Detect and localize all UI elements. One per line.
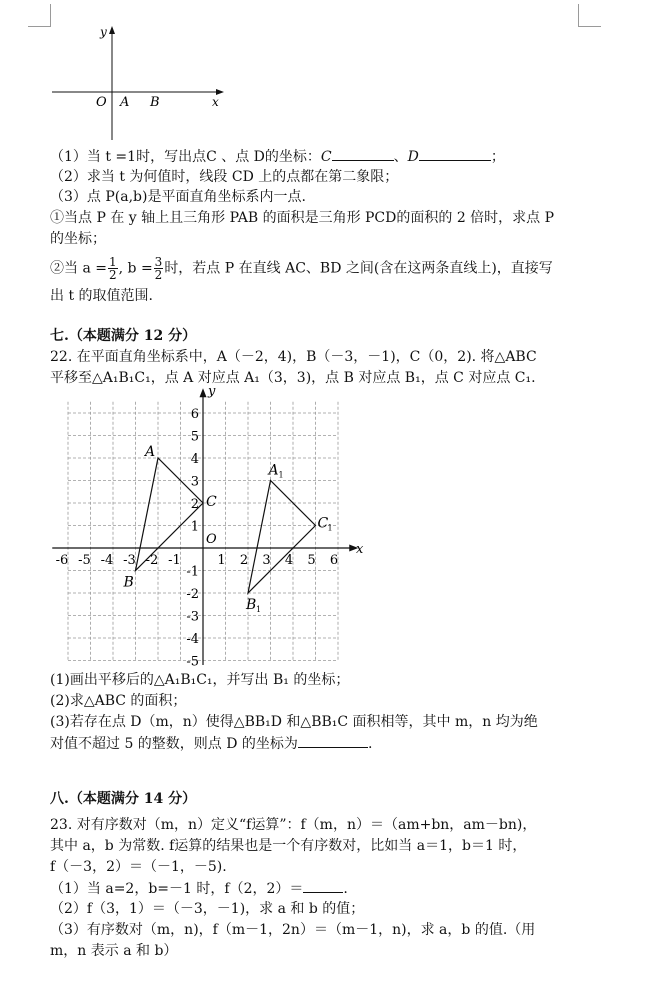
section7-heading: 七.（本题满分 12 分） (50, 328, 197, 344)
q23-line4-text: （1）当 a=2，b=－1 时，f（2，2）＝ (50, 881, 304, 897)
section8-heading: 八.（本题满分 14 分） (50, 791, 197, 807)
q22-sub2: (2)求△ABC 的面积； (50, 693, 187, 709)
q22-sub3b-text: 对值不超过 5 的整数，则点 D 的坐标为 (50, 736, 298, 752)
q23-line1: 23. 对有序数对（m，n）定义“f运算”：f（m，n）＝（am+bn，am－bn)， (50, 817, 537, 833)
q21-line1 (50, 146, 505, 167)
frac2-num: 3 (154, 255, 163, 269)
x-tick-label: -6 (55, 553, 69, 568)
q22-line1: 22. 在平面直角坐标系中，A（－2，4)，B（－3，－1)，C（0，2). 将△ABC (50, 349, 537, 365)
x-tick-label: 1 (217, 553, 226, 568)
y-tick-label: 2 (190, 497, 199, 512)
x-tick-label: -4 (100, 553, 114, 568)
q21-end: ； (490, 149, 505, 165)
frac1-num: 1 (108, 255, 117, 269)
q22-sub1: (1)画出平移后的△A₁B₁C₁，并写出 B₁ 的坐标； (50, 672, 350, 688)
label-b: B (123, 574, 134, 591)
q22-d-blank[interactable] (298, 733, 368, 748)
q22-sub3b (50, 733, 372, 754)
label-a1-sub: 1 (278, 470, 284, 480)
label-b1-sub: 1 (256, 605, 262, 614)
corner-mark-right (578, 4, 601, 27)
q21-l6-pre: ②当 a = (50, 260, 107, 277)
top-x-label: x (212, 95, 219, 109)
q21-line2: （2）求当 t 为何值时，线段 CD 上的点都在第二象限； (50, 169, 399, 185)
y-tick-label: -2 (186, 587, 199, 602)
x-tick-label: 4 (284, 553, 294, 568)
q23-line5: （2）f（3，1）＝（－3，－1)，求 a 和 b 的值； (50, 901, 365, 917)
y-tick-label: 4 (190, 452, 199, 467)
top-axis-figure (48, 22, 228, 142)
q21-line7: 出 t 的取值范围. (50, 288, 153, 304)
q22-sub3a: (3)若存在点 D（m，n）使得△BB₁D 和△BB₁C 面积相等，其中 m，n 均为绝 (50, 714, 538, 730)
q23-line4 (50, 878, 348, 899)
x-tick-label: -5 (78, 553, 91, 568)
x-tick-label: 3 (262, 553, 271, 568)
x-tick-label: -1 (168, 553, 181, 568)
x-tick-label: -2 (145, 553, 159, 568)
y-tick-label: 6 (190, 407, 199, 422)
origin-label: O (206, 532, 217, 547)
y-tick-label: 3 (190, 474, 199, 490)
label-c: C (206, 494, 217, 510)
fraction-three-halves (154, 256, 164, 281)
triangle-a1b1c1 (248, 481, 316, 594)
y-axis-label: y (208, 386, 216, 399)
frac1-den: 2 (108, 268, 117, 282)
q21-line1-text: （1）当 t =1时，写出点C 、点 D的坐标： (50, 149, 321, 165)
y-axis-arrow (200, 388, 207, 397)
q23-line7: m，n 表示 a 和 b） (50, 943, 178, 959)
label-c1: C (317, 515, 329, 532)
q23-line3: f（－3，2）＝（－1，－5). (50, 859, 227, 875)
label-a: A (145, 444, 156, 460)
q22-line2: 平移至△A₁B₁C₁，点 A 对应点 A₁（3，3)，点 B 对应点 B₁，点 C 对应点 C₁. (50, 370, 536, 386)
x-tick-label: -3 (123, 553, 136, 568)
label-c1-sub: 1 (327, 523, 333, 533)
label-b1: B (246, 597, 257, 613)
q23-line2: 其中 a，b 为常数. f运算的结果也是一个有序数对，比如当 a＝1，b＝1 时， (50, 838, 527, 854)
top-origin-label: O (96, 95, 107, 110)
q21-sep: 、 (393, 149, 408, 165)
y-tick-label: 5 (190, 429, 199, 445)
x-tick-label: 6 (329, 553, 339, 568)
top-y-arrow (109, 26, 115, 34)
q21-line6 (50, 256, 553, 281)
q21-l6-post: 时，若点 P 在直线 AC、BD 之间(含在这两条直线上)，直接写 (164, 260, 553, 277)
q21-d-blank[interactable] (419, 146, 491, 161)
y-tick-label: -1 (186, 564, 199, 580)
y-tick-label: -5 (186, 654, 199, 670)
q21-c-blank[interactable] (332, 146, 394, 161)
fraction-one-half (108, 256, 118, 281)
y-tick-label: -3 (186, 609, 199, 625)
q21-line5: 的坐标； (50, 231, 106, 247)
top-point-a-label: A (120, 95, 130, 110)
q23-line6: （3）有序数对（m，n)，f（m－1，2n）＝（m－1，n)，求 a，b 的值.（用 (50, 922, 536, 938)
label-a1: A (268, 462, 279, 479)
q21-line3: （3）点 P(a,b)是平面直角坐标系内一点. (50, 189, 306, 205)
x-tick-label: 2 (239, 553, 249, 568)
q21-d-label: D (407, 149, 419, 165)
q23-line4-end: . (343, 881, 348, 897)
q22-sub3b-end: . (367, 736, 373, 752)
x-axis-label: x (356, 542, 364, 557)
coordinate-grid-figure (44, 386, 364, 672)
y-tick-label: -4 (186, 632, 199, 647)
q21-line4: ①当点 P 在 y 轴上且三角形 PAB 的面积是三角形 PCD的面积的 2 倍时，求点 P (50, 210, 555, 226)
frac2-den: 2 (154, 268, 163, 282)
x-tick-label: 5 (307, 553, 316, 568)
q21-l6-mid: , b = (118, 260, 153, 277)
y-tick-label: 1 (190, 519, 199, 535)
top-point-b-label: B (150, 95, 160, 110)
q21-c-label: C (320, 149, 332, 165)
q23-answer-blank[interactable] (303, 878, 343, 893)
top-y-label: y (100, 25, 107, 39)
